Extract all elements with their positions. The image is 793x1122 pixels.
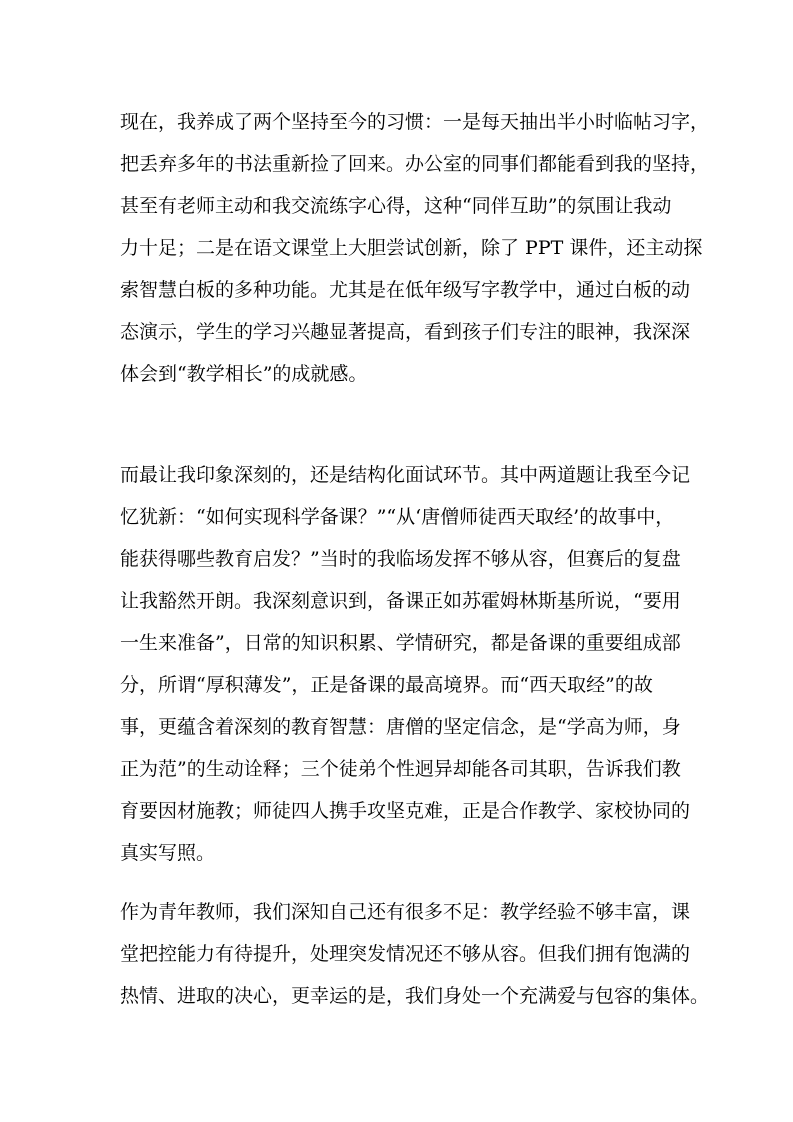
text-line: 分，所谓“厚积薄发”，正是备课的最高境界。而“西天取经”的故 bbox=[120, 674, 653, 696]
text-line: 真实写照。 bbox=[120, 842, 216, 864]
text-line: 热情、进取的决心，更幸运的是，我们身处一个充满爱与包容的集体。 bbox=[120, 985, 710, 1007]
paragraph-interview bbox=[120, 454, 691, 874]
text-line: 态演示，学生的学习兴趣显著提高，看到孩子们专注的眼神，我深深 bbox=[120, 321, 691, 343]
text-line: 作为青年教师，我们深知自己还有很多不足：教学经验不够丰富，课 bbox=[120, 901, 691, 923]
text-line: 力十足；二是在语文课堂上大胆尝试创新，除了 PPT 课件，还主动探 bbox=[120, 237, 703, 259]
text-line: 能获得哪些教育启发？”当时的我临场发挥不够从容，但赛后的复盘 bbox=[120, 548, 681, 570]
text-line: 育要因材施教；师徒四人携手攻坚克难，正是合作教学、家校协同的 bbox=[120, 800, 691, 822]
text-line: 索智慧白板的多种功能。尤其是在低年级写字教学中，通过白板的动 bbox=[120, 279, 691, 301]
paragraph-habits bbox=[120, 101, 710, 395]
text-line: 事，更蕴含着深刻的教育智慧：唐僧的坚定信念，是“学高为师，身 bbox=[120, 716, 681, 738]
text-line: 堂把控能力有待提升，处理突发情况还不够从容。但我们拥有饱满的 bbox=[120, 943, 691, 965]
text-line: 一生来准备”，日常的知识积累、学情研究，都是备课的重要组成部 bbox=[120, 632, 681, 654]
text-line: 体会到“教学相长”的成就感。 bbox=[120, 363, 368, 385]
text-line: 让我豁然开朗。我深刻意识到，备课正如苏霍姆林斯基所说，“要用 bbox=[120, 590, 681, 612]
text-line: 把丢弃多年的书法重新捡了回来。办公室的同事们都能看到我的坚持， bbox=[120, 153, 710, 175]
text-line: 现在，我养成了两个坚持至今的习惯：一是每天抽出半小时临帖习字， bbox=[120, 111, 710, 133]
text-line: 忆犹新：“如何实现科学备课？”“从‘唐僧师徒西天取经’的故事中， bbox=[120, 506, 675, 528]
text-line: 而最让我印象深刻的，还是结构化面试环节。其中两道题让我至今记 bbox=[120, 464, 691, 486]
text-line: 正为范”的生动诠释；三个徒弟个性迥异却能各司其职，告诉我们教 bbox=[120, 758, 681, 780]
text-line: 甚至有老师主动和我交流练字心得，这种“同伴互助”的氛围让我动 bbox=[120, 195, 672, 217]
paragraph-young-teachers bbox=[120, 891, 710, 1017]
